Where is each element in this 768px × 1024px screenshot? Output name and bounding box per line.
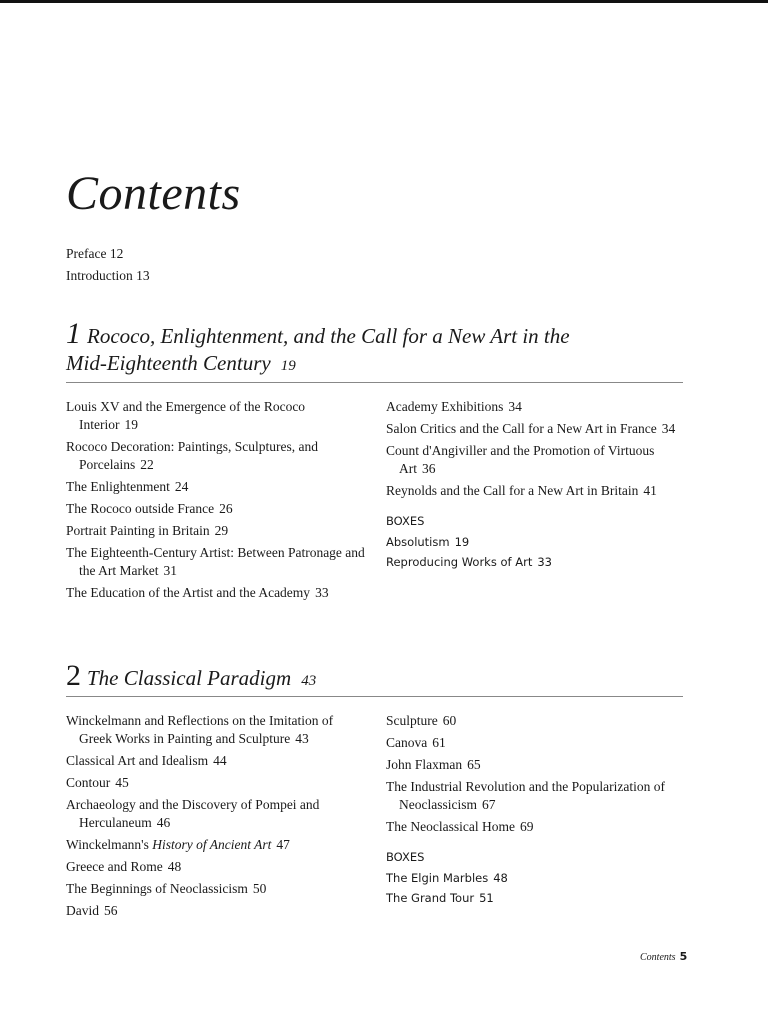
entry-page: 29: [214, 523, 229, 538]
chapter-1-right-column: [386, 398, 683, 572]
entry-title: The Neoclassical Home: [386, 819, 515, 834]
chapter-1-heading[interactable]: [66, 317, 570, 380]
entry-title: Introduction: [66, 268, 133, 283]
entry-title: The Education of the Artist and the Academy: [66, 585, 311, 600]
entry-page: 19: [124, 417, 138, 432]
chapter-title-line2: Mid-Eighteenth Century: [66, 351, 271, 375]
entry-page: 46: [156, 815, 171, 830]
toc-entry[interactable]: [386, 482, 683, 500]
entry-page: 45: [115, 775, 129, 790]
toc-entry[interactable]: [66, 858, 366, 876]
entry-title: The Eighteenth-Century Artist: Between Patronage and the Art Market: [66, 545, 365, 578]
chapter-number: 2: [66, 659, 81, 692]
chapter-2-rule: [66, 696, 683, 697]
entry-title: Winckelmann's: [66, 837, 153, 852]
entry-page: 69: [519, 819, 534, 834]
entry-page: 43: [295, 731, 309, 746]
entry-title: The Beginnings of Neoclassicism: [66, 881, 248, 896]
toc-entry[interactable]: [386, 442, 683, 478]
toc-entry[interactable]: [66, 902, 366, 920]
toc-entry[interactable]: [66, 774, 366, 792]
entry-title: Salon Critics and the Call for a New Art in France: [386, 421, 657, 436]
front-entry-preface[interactable]: [66, 243, 150, 265]
page-footer: [640, 950, 687, 963]
entry-page: 22: [140, 457, 154, 472]
box-title: Absolutism: [386, 535, 450, 549]
box-page: 33: [537, 555, 552, 569]
box-entry[interactable]: [386, 532, 683, 552]
entry-page: 36: [422, 461, 436, 476]
box-page: 19: [454, 535, 470, 549]
boxes-label: BOXES: [386, 514, 425, 528]
box-page: 51: [479, 891, 494, 905]
entry-title: Rococo Decoration: Paintings, Sculptures, and Porcelains: [66, 439, 318, 472]
toc-entry[interactable]: [66, 438, 366, 474]
toc-entry[interactable]: [66, 478, 366, 496]
toc-entry[interactable]: [386, 734, 686, 752]
entry-title: David: [66, 903, 99, 918]
entry-page: 48: [167, 859, 182, 874]
entry-title: Preface: [66, 246, 107, 261]
chapter-1-rule: [66, 382, 683, 383]
box-entry[interactable]: [386, 868, 686, 888]
toc-entry[interactable]: [66, 712, 366, 748]
entry-title: Winckelmann and Reflections on the Imitation of Greek Works in Painting and Sculpture: [66, 713, 334, 746]
entry-page: 33: [315, 585, 329, 600]
entry-page: 12: [109, 246, 124, 261]
entry-page: 65: [467, 757, 481, 772]
entry-title: Greece and Rome: [66, 859, 163, 874]
front-matter-list: [66, 243, 150, 287]
box-entry[interactable]: [386, 552, 683, 572]
entry-title: The Rococo outside France: [66, 501, 215, 516]
box-page: 48: [493, 871, 508, 885]
entry-title: The Enlightenment: [66, 479, 170, 494]
entry-title: Reynolds and the Call for a New Art in Britain: [386, 483, 639, 498]
entry-title: Portrait Painting in Britain: [66, 523, 210, 538]
page-number: 5: [679, 950, 688, 963]
footer-label: Contents: [640, 952, 676, 963]
chapter-2-left-column: [66, 712, 366, 924]
entry-page: 34: [508, 399, 522, 414]
entry-title: Canova: [386, 735, 428, 750]
chapter-page: 19: [280, 358, 296, 374]
toc-entry[interactable]: [386, 398, 683, 416]
chapter-1-left-column: [66, 398, 366, 606]
box-title: The Grand Tour: [386, 891, 475, 905]
entry-page: 44: [213, 753, 227, 768]
toc-entry[interactable]: [66, 836, 366, 854]
toc-entry[interactable]: [66, 544, 366, 580]
toc-entry[interactable]: [386, 712, 686, 730]
entry-title: Louis XV and the Emergence of the Rococo Interior: [66, 399, 306, 432]
toc-entry[interactable]: [66, 584, 366, 602]
entry-page: 26: [219, 501, 233, 516]
entry-title: Academy Exhibitions: [386, 399, 504, 414]
toc-entry[interactable]: [386, 420, 683, 438]
entry-page: 50: [252, 881, 267, 896]
top-rule: [0, 0, 768, 3]
chapter-number: 1: [66, 317, 81, 350]
toc-entry[interactable]: [66, 880, 366, 898]
toc-entry[interactable]: [66, 522, 366, 540]
entry-title: Count d'Angiviller and the Promotion of Virtuous Art: [386, 443, 655, 476]
entry-page: 41: [643, 483, 657, 498]
entry-title: John Flaxman: [386, 757, 463, 772]
entry-title: Contour: [66, 775, 111, 790]
toc-entry[interactable]: [386, 818, 686, 836]
entry-page: 24: [174, 479, 189, 494]
entry-page: 60: [442, 713, 457, 728]
toc-entry[interactable]: [386, 778, 686, 814]
entry-page: 13: [136, 268, 150, 283]
toc-entry[interactable]: [386, 756, 686, 774]
entry-page: 67: [481, 797, 496, 812]
chapter-page: 43: [301, 673, 317, 689]
entry-title: Archaeology and the Discovery of Pompei and Herculaneum: [66, 797, 320, 830]
page-title: Contents: [66, 167, 241, 220]
entry-title: Classical Art and Idealism: [66, 753, 209, 768]
boxes-label: BOXES: [386, 850, 425, 864]
entry-title: The Industrial Revolution and the Popularization of Neoclassicism: [386, 779, 665, 812]
box-title: Reproducing Works of Art: [386, 555, 533, 569]
entry-page: 34: [661, 421, 676, 436]
toc-entry[interactable]: [66, 796, 366, 832]
entry-title: Sculpture: [386, 713, 438, 728]
chapter-2-right-column: [386, 712, 686, 908]
toc-entry[interactable]: [66, 752, 366, 770]
entry-page: 47: [276, 837, 290, 852]
toc-entry[interactable]: [66, 398, 366, 434]
entry-title-italic: History of Ancient Art: [152, 837, 272, 852]
entry-page: 61: [432, 735, 446, 750]
box-entry[interactable]: [386, 888, 686, 908]
chapter-2-heading[interactable]: [66, 659, 317, 695]
chapter-title-line1: Rococo, Enlightenment, and the Call for a New Art in the: [87, 324, 570, 348]
entry-page: 56: [104, 903, 118, 918]
front-entry-introduction[interactable]: [66, 265, 150, 287]
entry-page: 31: [163, 563, 177, 578]
chapter-title-line1: The Classical Paradigm: [87, 666, 292, 690]
box-title: The Elgin Marbles: [386, 871, 489, 885]
toc-entry[interactable]: [66, 500, 366, 518]
